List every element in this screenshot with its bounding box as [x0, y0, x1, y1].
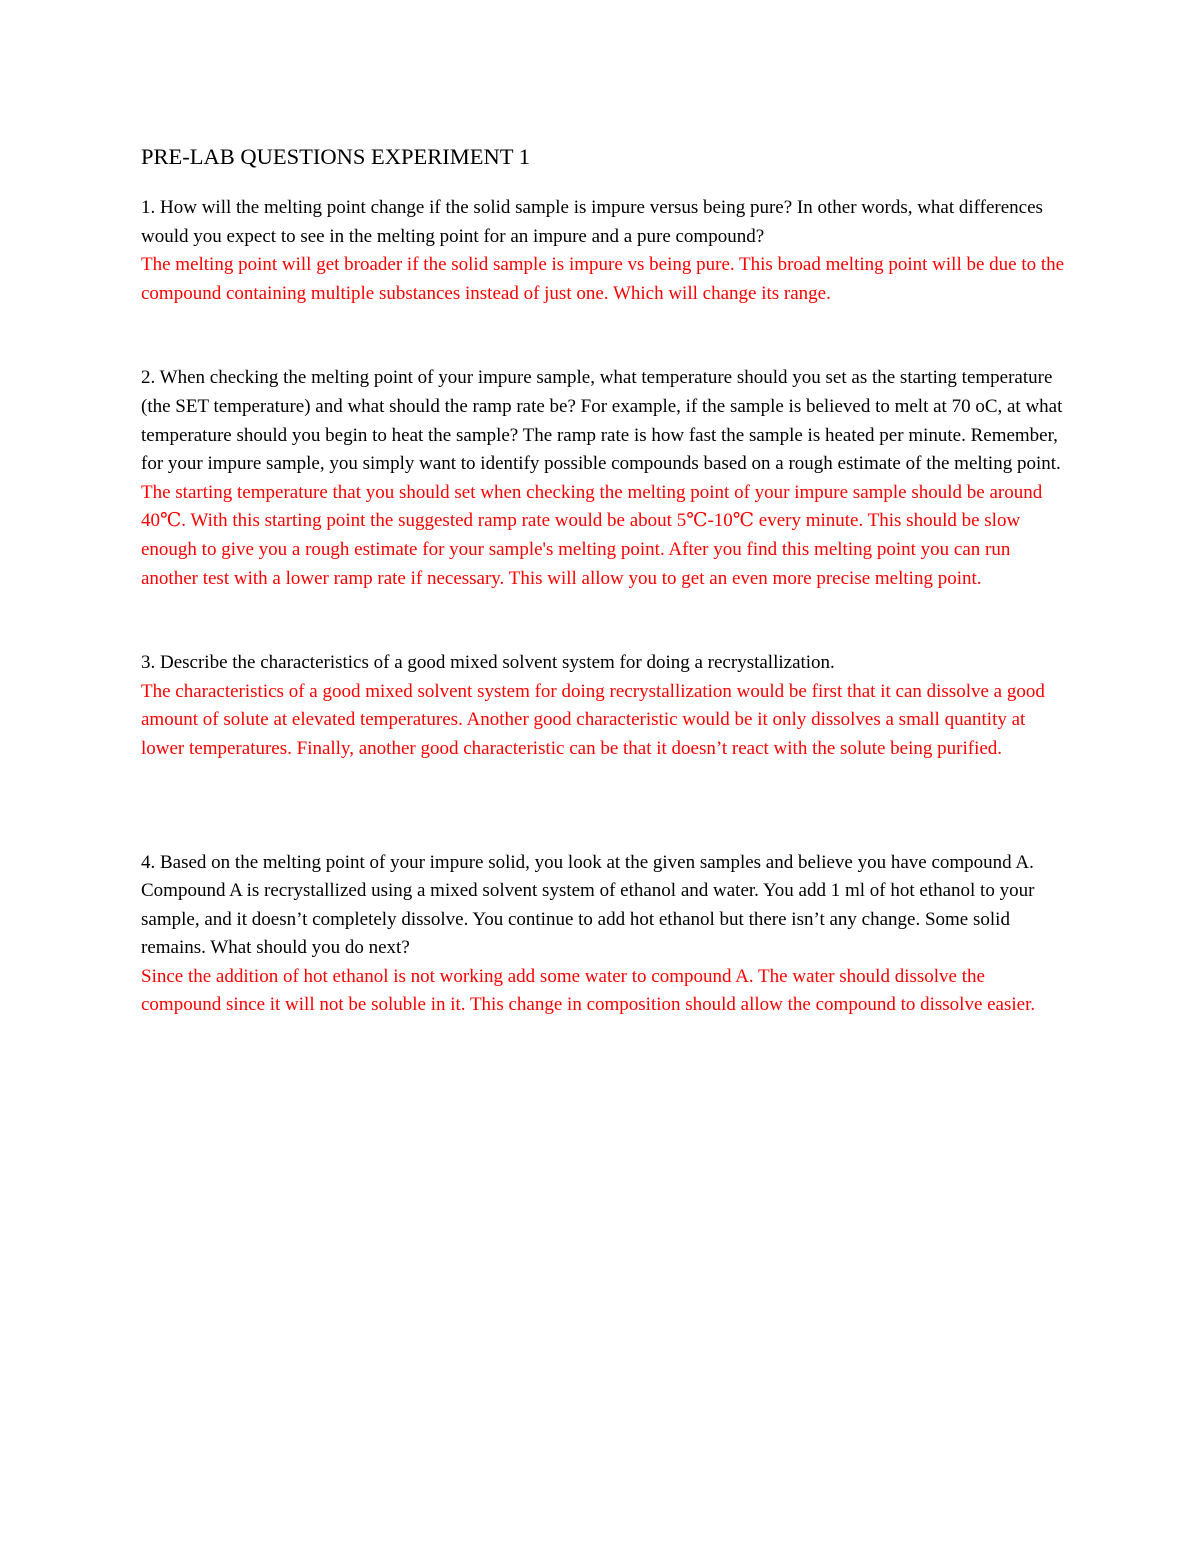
question-4: 4. Based on the melting point of your impure solid, you look at the given samples and believe you have compound A. Compound A is recrystallized using a mixed solvent system of ethanol and water. You add 1 ml of hot ethanol to your sample, and it doesn’t completely dissolve. You continue to add hot ethanol but there isn’t any change. Some solid remains. What should you do next? — [141, 851, 1035, 959]
question-1: 1. How will the melting point change if the solid sample is impure versus being pure? In other words, what differences would you expect to see in the melting point for an impure and a pure compound? — [141, 197, 1043, 247]
answer-3: The characteristics of a good mixed solvent system for doing recrystallization would be first that it can dissolve a good amount of solute at elevated temperatures. Another good characteristic would be it only dissolves a small quantity at lower temperatures. Finally, another good characteristic can be that it doesn’t react with the solute being purified. — [141, 680, 1045, 759]
answer-1: The melting point will get broader if the solid sample is impure vs being pure. This broad melting point will be due to the compound containing multiple substances instead of just one. Which will change its range. — [141, 254, 1065, 304]
answer-4: Since the addition of hot ethanol is not working add some water to compound A. The water should dissolve the compound since it will not be soluble in it. This change in composition should allow the compound to dissolve easier. — [141, 965, 1036, 1016]
answer-2: The starting temperature that you should set when checking the melting point of your impure sample should be around 40℃. With this starting point the suggested ramp rate would be about 5℃-10℃ every minute. This should be slow enough to give you a rough estimate for your sample's melting point. After you find this melting point you can run another test with a lower ramp rate if necessary. This will allow you to get an even more precise melting point. — [141, 481, 1043, 589]
question-block-2 — [141, 364, 1066, 593]
document-title: PRE-LAB QUESTIONS EXPERIMENT 1 — [141, 144, 530, 169]
question-block-4 — [141, 849, 1066, 1021]
question-block-3 — [141, 649, 1066, 763]
document-page — [141, 140, 1066, 1020]
question-2: 2. When checking the melting point of your impure sample, what temperature should you set as the starting temperature (the SET temperature) and what should the ramp rate be? For example, if the sample is believed to melt at 70 oC, at what temperature should you begin to heat the sample? The ramp rate is how fast the sample is heated per minute. Remember, for your impure sample, you simply want to identify possible compounds based on a rough estimate of the melting point. — [141, 367, 1063, 475]
question-3: 3. Describe the characteristics of a good mixed solvent system for doing a recrystallization. — [141, 652, 835, 674]
question-block-1 — [141, 194, 1066, 308]
